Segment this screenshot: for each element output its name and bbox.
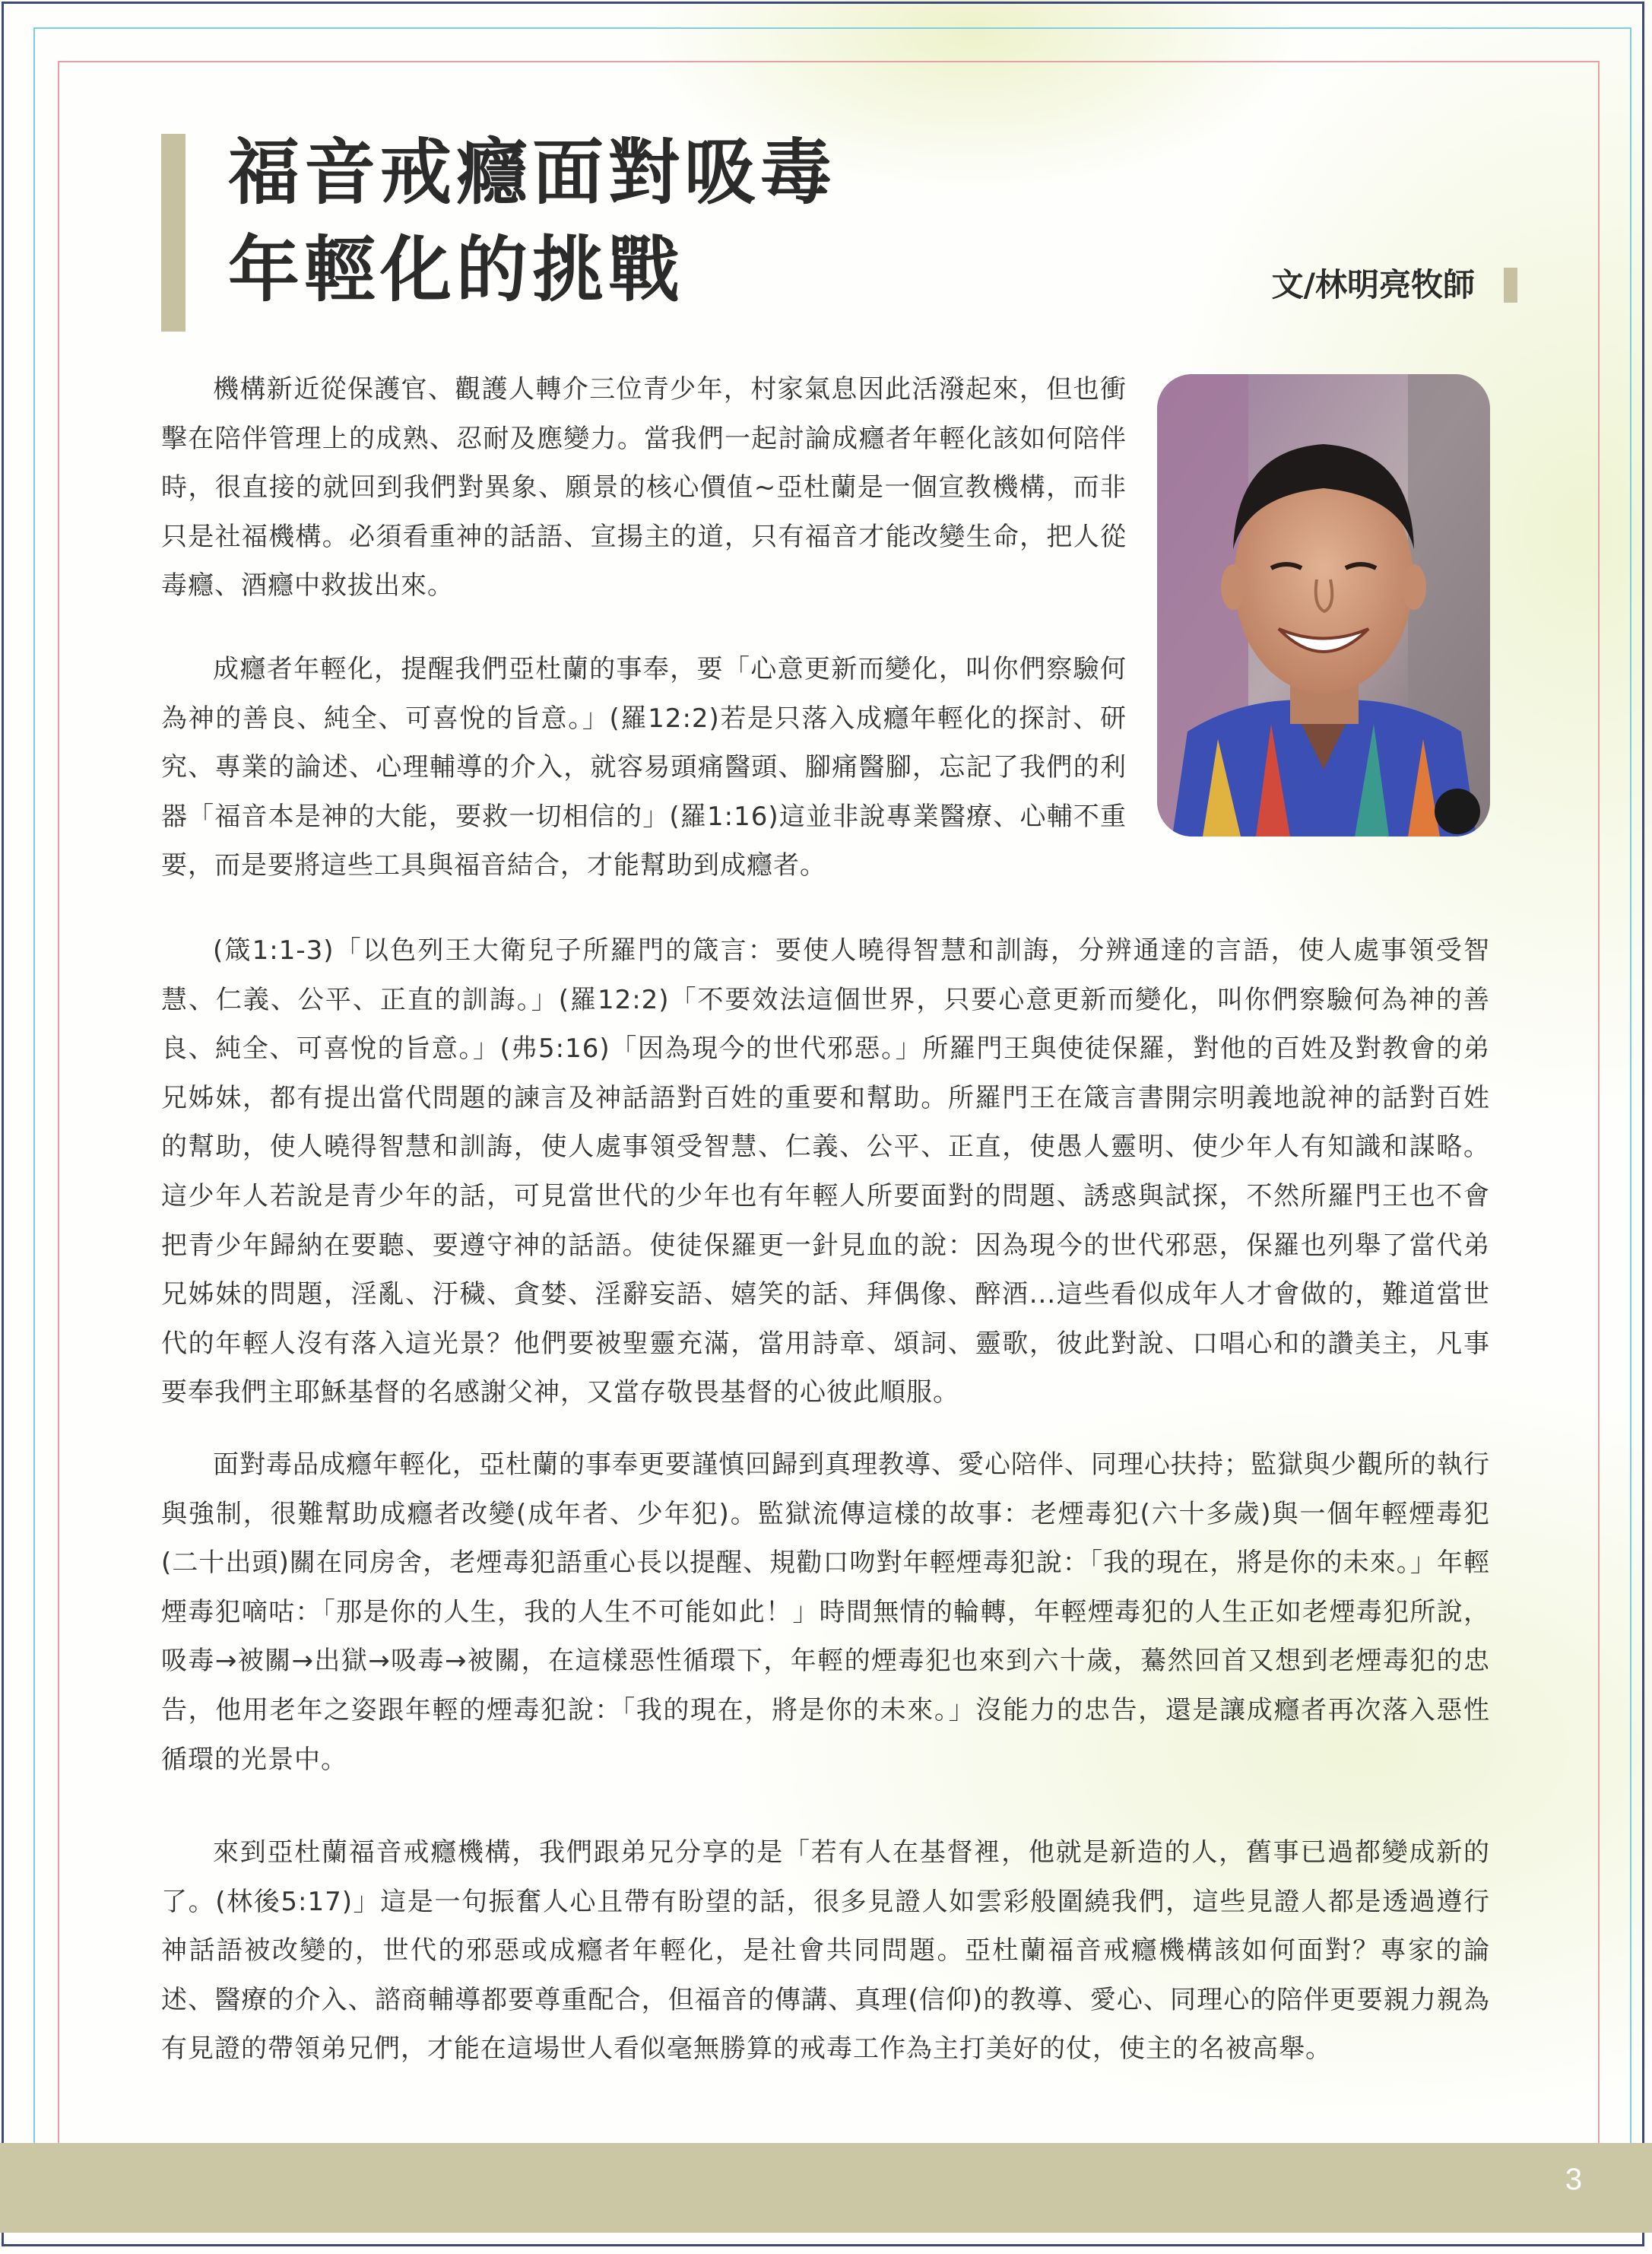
body-paragraph: 成癮者年輕化，提醒我們亞杜蘭的事奉，要「心意更新而變化，叫你們察驗何為神的善良、純全、可喜悅的旨意。」(羅12:2)若是只落入成癮年輕化的探討、研究、專業的論述、心理輔導的介入，就容易頭痛醫頭、腳痛醫腳，忘記了我們的利器「福音本是神的大能，要救一切相信的」(羅1:16)這並非說專業醫療、心輔不重要，而是要將這些工具與福音結合，才能幫助到成癮者。 xyxy=(161,654,1127,881)
author-byline: 文/林明亮牧師 xyxy=(1271,266,1475,303)
body-paragraph: 來到亞杜蘭福音戒癮機構，我們跟弟兄分享的是「若有人在基督裡，他就是新造的人，舊事已過都變成新的了。(林後5:17)」這是一句振奮人心且帶有盼望的話，很多見證人如雲彩般圍繞我們，這些見證人都是透過遵行神話語被改變的，世代的邪惡或成癮者年輕化，是社會共同問題。亞杜蘭福音戒癮機構該如何面對？專家的論述、醫療的介入、諮商輔導都要尊重配合，但福音的傳講、真理(信仰)的教導、愛心、同理心的陪伴更要親力親為有見證的帶領弟兄們，才能在這場世人看似毫無勝算的戒毒工作為主打美好的仗，使主的名被高舉。 xyxy=(161,1837,1490,2065)
body-paragraph: (箴1:1-3)「以色列王大衛兒子所羅門的箴言：要使人曉得智慧和訓誨，分辨通達的言語，使人處事領受智慧、仁義、公平、正直的訓誨。」(羅12:2)「不要效法這個世界，只要心意更新而變化，叫你們察驗何為神的善良、純全、可喜悅的旨意。」(弗5:16)「因為現今的世代邪惡。」所羅門王與使徒保羅，對他的百姓及對教會的弟兄姊妹，都有提出當代問題的諫言及神話語對百姓的重要和幫助。所羅門王在箴言書開宗明義地說神的話對百姓的幫助，使人曉得智慧和訓誨，使人處事領受智慧、仁義、公平、正直，使愚人靈明、使少年人有知識和謀略。這少年人若說是青少年的話，可見當世代的少年也有年輕人所要面對的問題、誘惑與試探，不然所羅門王也不會把青少年歸納在要聽、要遵守神的話語。使徒保羅更一針見血的說：因為現今的世代邪惡，保羅也列舉了當代弟兄姊妹的問題，淫亂、汙穢、貪婪、淫辭妄語、嬉笑的話、拜偶像、醉酒...這些看似成年人才會做的，難道當世代的年輕人沒有落入這光景？他們要被聖靈充滿，當用詩章、頌詞、靈歌，彼此對說、口唱心和的讚美主，凡事要奉我們主耶穌基督的名感謝父神，又當存敬畏基督的心彼此順服。 xyxy=(161,935,1490,1408)
body-paragraph: 面對毒品成癮年輕化，亞杜蘭的事奉更要謹慎回歸到真理教導、愛心陪伴、同理心扶持；監獄與少觀所的執行與強制，很難幫助成癮者改變(成年者、少年犯)。監獄流傳這樣的故事：老煙毒犯(六十多歲)與一個年輕煙毒犯(二十出頭)關在同房舍，老煙毒犯語重心長以提醒、規勸口吻對年輕煙毒犯說：「我的現在，將是你的未來。」年輕煙毒犯嘀咕：「那是你的人生，我的人生不可能如此！」時間無情的輪轉，年輕煙毒犯的人生正如老煙毒犯所說，吸毒→被關→出獄→吸毒→被關，在這樣惡性循環下，年輕的煙毒犯也來到六十歲，驀然回首又想到老煙毒犯的忠告，他用老年之姿跟年輕的煙毒犯說：「我的現在，將是你的未來。」沒能力的忠告，還是讓成癮者再次落入惡性循環的光景中。 xyxy=(161,1449,1490,1775)
article-title-line-1: 福音戒癮面對吸毒 xyxy=(228,132,837,214)
page-number: 3 xyxy=(1565,2163,1583,2196)
author-photo xyxy=(1157,374,1490,837)
footer-band xyxy=(0,2143,1652,2233)
article-title-line-2: 年輕化的挑戰 xyxy=(228,229,685,312)
byline-accent-bar xyxy=(1504,268,1517,303)
title-accent-bar xyxy=(161,134,185,332)
body-paragraph: 機構新近從保護官、觀護人轉介三位青少年，村家氣息因此活潑起來，但也衝擊在陪伴管理上的成熟、忍耐及應變力。當我們一起討論成癮者年輕化該如何陪伴時，很直接的就回到我們對異象、願景的核心價值~亞杜蘭是一個宣教機構，而非只是社福機構。必須看重神的話語、宣揚主的道，只有福音才能改變生命，把人從毒癮、酒癮中救拔出來。 xyxy=(161,374,1127,602)
